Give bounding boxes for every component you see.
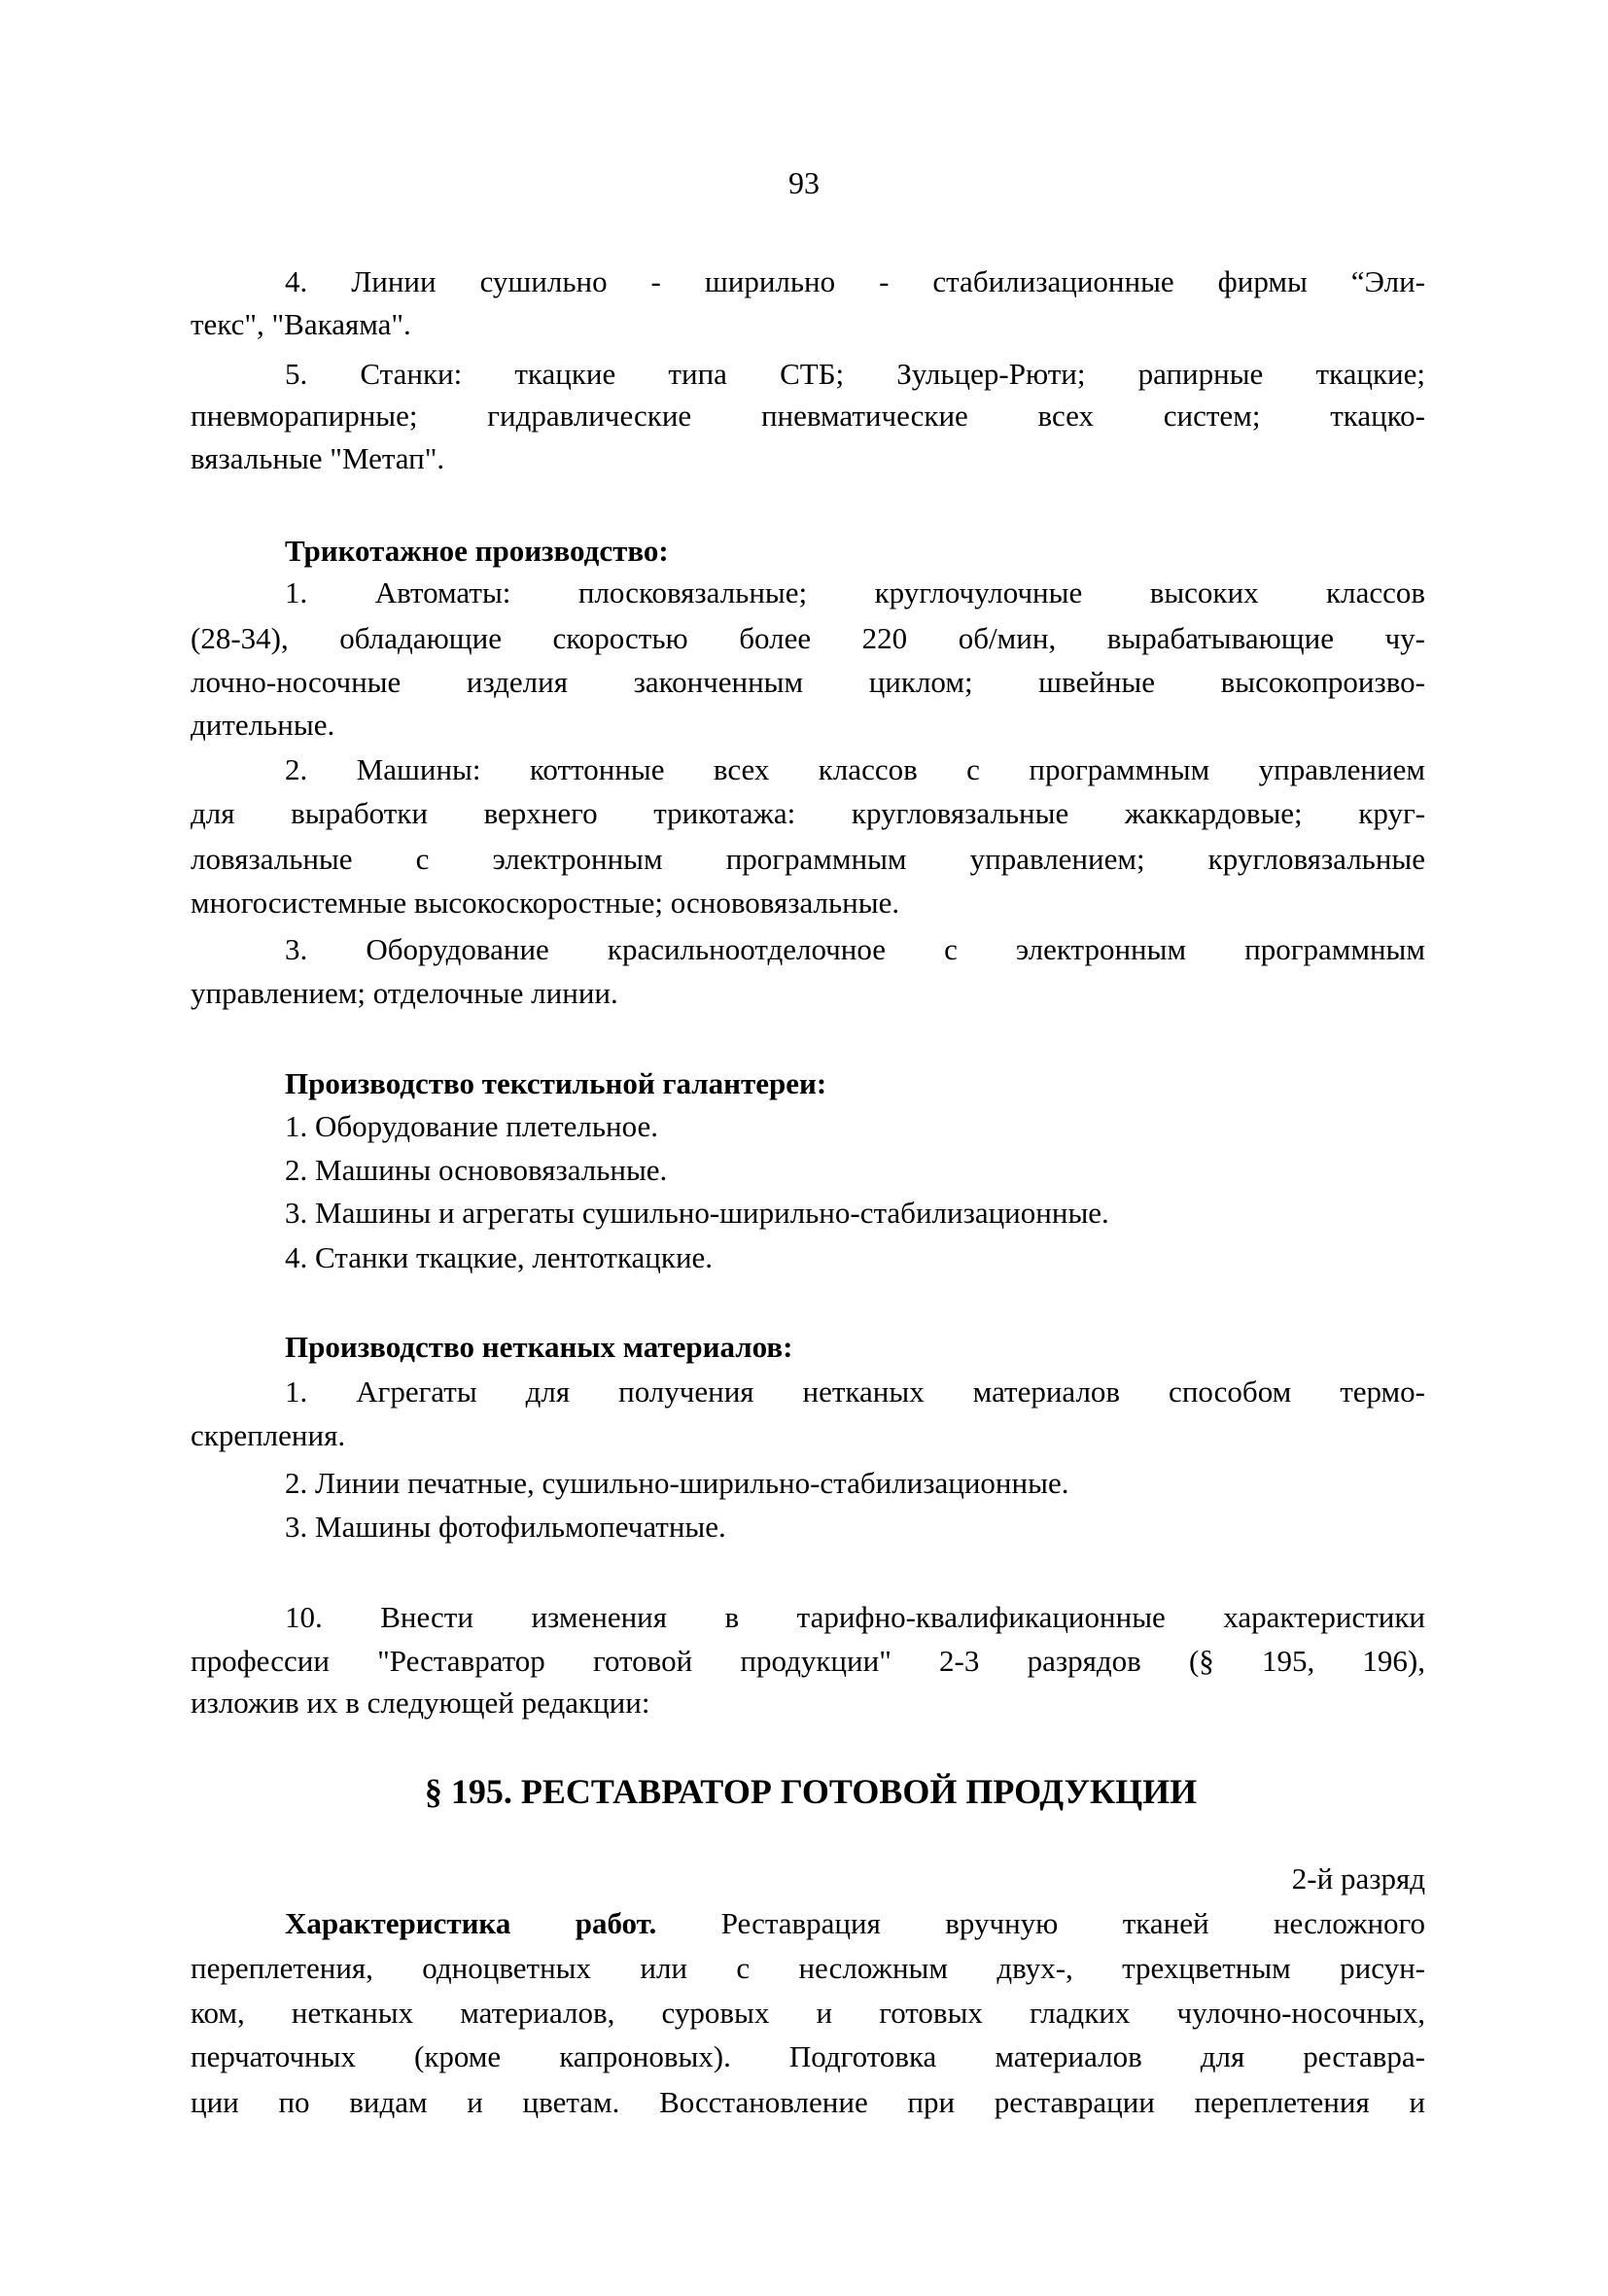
text-line: ции по видам и цветам. Восстановление при реставрации переплетения и [191,2085,1425,2119]
text-line: (28-34), обладающие скоростью более 220 об/мин, вырабатывающие чу- [191,621,1425,655]
text-line: 2. Машины: коттонные всех классов с программным управлением [285,752,1425,786]
text-line: 1. Агрегаты для получения нетканых материалов способом термо- [285,1374,1425,1409]
text-line: 1. Автоматы: плосковязальные; круглочулочные высоких классов [285,575,1425,609]
section-title: § 195. РЕСТАВРАТОР ГОТОВОЙ ПРОДУКЦИИ [424,1772,1198,1811]
grade-label: 2-й разряд [1291,1861,1425,1896]
text-line: лочно-носочные изделия законченным циклом; швейные высокопроизво- [191,665,1425,699]
text-line: перчаточных (кроме капроновых). Подготовка материалов для реставра- [191,2039,1425,2073]
text-line: скрепления. [191,1418,346,1452]
section-heading: Трикотажное производство: [285,534,669,568]
text-line: 1. Оборудование плетельное. [285,1109,658,1143]
text-line: 2. Машины основовязальные. [285,1153,668,1187]
text-line: 2. Линии печатные, сушильно-ширильно-стабилизационные. [285,1466,1069,1500]
section-heading: Производство текстильной галантереи: [285,1066,827,1100]
section-heading: Производство нетканых материалов: [285,1330,793,1364]
text-line: изложив их в следующей редакции: [191,1686,650,1720]
text-line: 3. Машины фотофильмопечатные. [285,1510,726,1544]
characteristics-label: Характеристика работ. [285,1906,657,1940]
text-line: 10. Внести изменения в тарифно-квалификационные характеристики [285,1600,1425,1634]
text-line: дительные. [191,708,335,742]
text-line: пневморапирные; гидравлические пневматические всех систем; ткацко- [191,399,1425,433]
text-line: ком, нетканых материалов, суровых и готовых гладких чулочно-носочных, [191,1996,1425,2030]
text-line: управлением; отделочные линии. [191,976,618,1010]
text-line: 3. Машины и агрегаты сушильно-ширильно-стабилизационные. [285,1196,1109,1230]
text-line: текс", "Вакаяма". [191,307,411,341]
text-line: переплетения, одноцветных или с несложным двух-, трехцветным рисун- [191,1951,1425,1985]
text-line: 4. Станки ткацкие, лентоткацкие. [285,1240,714,1274]
text-line: вязальные "Метап". [191,441,445,475]
text-line [285,1901,1425,1946]
text-line: для выработки верхнего трикотажа: кругловязальные жаккардовые; круг- [191,796,1425,830]
text-line: многосистемные высокоскоростные; основовязальные. [191,886,900,920]
text-line: 3. Оборудование красильноотделочное с электронным программным [285,932,1425,966]
text-line: 5. Станки: ткацкие типа СТБ; Зульцер-Рюти; рапирные ткацкие; [285,357,1425,391]
page-number: 93 [788,165,820,200]
text-line: 4. Линии сушильно - ширильно - стабилизационные фирмы “Эли- [285,264,1425,298]
characteristics-text: Реставрация вручную тканей несложного [656,1906,1425,1940]
text-line: ловязальные с электронным программным управлением; кругловязальные [191,842,1425,876]
text-line: профессии "Реставратор готовой продукции" 2-3 разрядов (§ 195, 196), [191,1644,1425,1678]
